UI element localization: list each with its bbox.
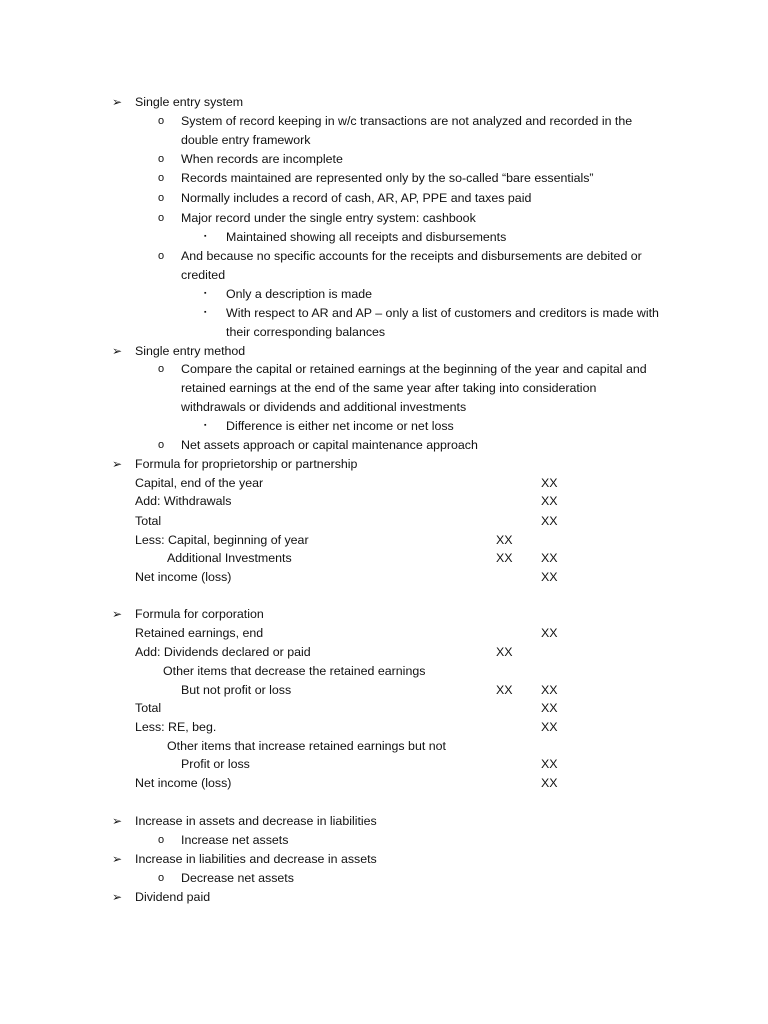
text-line: Only a description is made [226, 287, 373, 301]
text-line: their corresponding balances [226, 325, 386, 339]
amount-placeholder: XX [541, 720, 558, 734]
formula-line: Total [135, 514, 162, 528]
amount-placeholder: XX [541, 494, 558, 508]
formula-line: Net income (loss) [135, 570, 232, 584]
text-line: With respect to AR and AP – only a list of customers and creditors is made with [226, 306, 659, 320]
formula-line: Capital, end of the year [135, 476, 264, 490]
text-line: double entry framework [181, 133, 311, 147]
text-line: Maintained showing all receipts and disbursements [226, 230, 507, 244]
text-line: Difference is either net income or net loss [226, 419, 454, 433]
square-bullet-icon: ▪ [204, 233, 207, 240]
formula-line: But not profit or loss [181, 683, 292, 697]
formula-line: Profit or loss [181, 757, 250, 771]
text-line: Dividend paid [135, 890, 211, 904]
amount-placeholder: XX [541, 683, 558, 697]
formula-line: Total [135, 701, 162, 715]
formula-line: Add: Withdrawals [135, 494, 232, 508]
text-line: Major record under the single entry system: cashbook [181, 211, 476, 225]
formula-line: Net income (loss) [135, 776, 232, 790]
circle-bullet-icon: o [158, 834, 165, 846]
text-line: Increase in liabilities and decrease in assets [135, 852, 377, 866]
formula-line: Other items that increase retained earnings but not [167, 739, 446, 753]
text-line: Increase in assets and decrease in liabilities [135, 814, 377, 828]
heading-single-entry-method: Single entry method [135, 344, 246, 358]
arrow-bullet-icon: ➢ [112, 607, 123, 621]
circle-bullet-icon: o [158, 172, 165, 184]
circle-bullet-icon: o [158, 250, 165, 262]
text-line: Normally includes a record of cash, AR, AP, PPE and taxes paid [181, 191, 532, 205]
circle-bullet-icon: o [158, 439, 165, 451]
formula-line: Retained earnings, end [135, 626, 264, 640]
text-line: When records are incomplete [181, 152, 343, 166]
circle-bullet-icon: o [158, 115, 165, 127]
arrow-bullet-icon: ➢ [112, 95, 123, 109]
amount-placeholder: XX [541, 626, 558, 640]
text-line: Net assets approach or capital maintenance approach [181, 438, 478, 452]
text-line: withdrawals or dividends and additional investments [181, 400, 467, 414]
arrow-bullet-icon: ➢ [112, 814, 123, 828]
circle-bullet-icon: o [158, 872, 165, 884]
text-line: Compare the capital or retained earnings at the beginning of the year and capital and [181, 362, 647, 376]
circle-bullet-icon: o [158, 212, 165, 224]
formula-line: Add: Dividends declared or paid [135, 645, 311, 659]
amount-placeholder: XX [496, 683, 513, 697]
circle-bullet-icon: o [158, 192, 165, 204]
amount-placeholder: XX [496, 551, 513, 565]
square-bullet-icon: ▪ [204, 290, 207, 297]
arrow-bullet-icon: ➢ [112, 457, 123, 471]
amount-placeholder: XX [496, 533, 513, 547]
heading-formula-corporation: Formula for corporation [135, 607, 264, 621]
formula-line: Other items that decrease the retained earnings [163, 664, 426, 678]
square-bullet-icon: ▪ [204, 309, 207, 316]
heading-single-entry-system: Single entry system [135, 95, 244, 109]
text-line: And because no specific accounts for the receipts and disbursements are debited or [181, 249, 642, 263]
text-line: Records maintained are represented only by the so-called “bare essentials” [181, 171, 594, 185]
square-bullet-icon: ▪ [204, 422, 207, 429]
amount-placeholder: XX [541, 551, 558, 565]
text-line: System of record keeping in w/c transactions are not analyzed and recorded in the [181, 114, 633, 128]
formula-line: Additional Investments [167, 551, 292, 565]
amount-placeholder: XX [541, 476, 558, 490]
heading-formula-proprietorship: Formula for proprietorship or partnership [135, 457, 358, 471]
text-line: Decrease net assets [181, 871, 294, 885]
amount-placeholder: XX [541, 757, 558, 771]
text-line: retained earnings at the end of the same year after taking into consideration [181, 381, 597, 395]
amount-placeholder: XX [496, 645, 513, 659]
amount-placeholder: XX [541, 776, 558, 790]
amount-placeholder: XX [541, 570, 558, 584]
amount-placeholder: XX [541, 514, 558, 528]
formula-line: Less: Capital, beginning of year [135, 533, 309, 547]
circle-bullet-icon: o [158, 153, 165, 165]
text-line: credited [181, 268, 226, 282]
text-line: Increase net assets [181, 833, 289, 847]
circle-bullet-icon: o [158, 363, 165, 375]
arrow-bullet-icon: ➢ [112, 344, 123, 358]
amount-placeholder: XX [541, 701, 558, 715]
arrow-bullet-icon: ➢ [112, 890, 123, 904]
formula-line: Less: RE, beg. [135, 720, 217, 734]
arrow-bullet-icon: ➢ [112, 852, 123, 866]
